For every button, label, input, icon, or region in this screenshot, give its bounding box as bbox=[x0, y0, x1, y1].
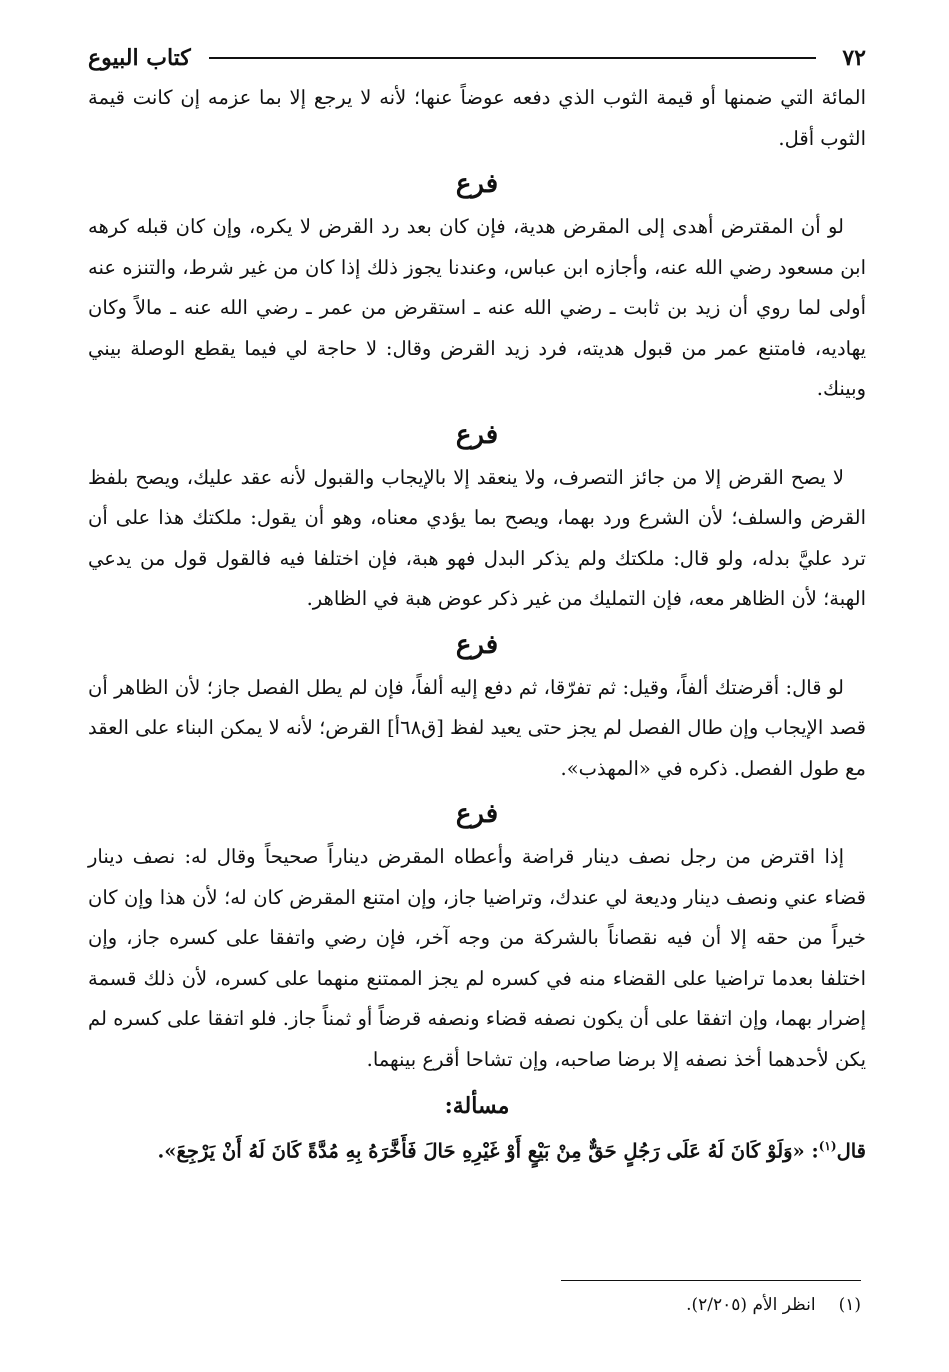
footnote-reference: (١) bbox=[818, 1139, 837, 1153]
section-heading: فرع bbox=[455, 419, 499, 450]
section-heading: فرع bbox=[455, 629, 499, 660]
masala-heading: مسألة: bbox=[444, 1093, 510, 1119]
page-number: ٧٢ bbox=[842, 45, 866, 71]
document-page bbox=[88, 38, 866, 1172]
section-heading: فرع bbox=[455, 799, 499, 829]
footnote-number: (١) bbox=[838, 1295, 861, 1315]
section-1 bbox=[88, 163, 866, 410]
masala-quote bbox=[88, 1126, 866, 1172]
page-header bbox=[88, 38, 866, 78]
footnote-text: انظر الأم (٢/٢٠٥). bbox=[686, 1295, 816, 1315]
section-paragraph: إذا اقترض من رجل نصف دينار قراضة وأعطاه المقرض ديناراً صحيحاً وقال له: نصف دينار قضاء عني ونصف دينار وديعة لي عندك، وتراضيا جاز، وإن امتنع المقرض كان له؛ لأن هذا وإن كان خيراً من حقه إلا أن فيه نقصاناً بالشركة من وجه آخر، فإن رضي واتفقا على كسره جاز، وإن اختلفا بعدما تراضيا على القضاء منه في كسره لم يجز الممتنع منهما على كسره، لأن ذلك قسمة إضرار بهما، وإن اتفقا على أن يكون نصفه قضاء ونصفه قرضاً أو ثمناً جاز. فلو اتفقا على كسره لم يكن لأحدهما أخذ نصفه إلا برضا صاحبه، وإن تشاحا أقرع بينهما. bbox=[88, 845, 866, 1071]
footnote-rule bbox=[561, 1280, 861, 1281]
header-rule bbox=[209, 57, 817, 59]
section-heading: فرع bbox=[455, 169, 499, 199]
section-3 bbox=[88, 624, 866, 790]
qal-word: قال bbox=[836, 1139, 866, 1163]
book-title: كتاب البيوع bbox=[88, 45, 191, 71]
section-paragraph: لا يصح القرض إلا من جائز التصرف، ولا ينعقد إلا بالإيجاب والقبول لأنه عقد عليك، ويصح بلفظ القرض والسلف؛ لأن الشرع ورد بهما، ويصح بما يؤدي معناه، وهو أن يقول: ملكتك هذا على أن ترد عليَّ بدله، ولو قال: ملكتك ولم يذكر البدل فهو هبة، فإن اختلفا فيه فالقول قول من يدعي الهبة؛ لأن الظاهر معه، فإن التمليك من غير ذكر عوض هبة في الظاهر. bbox=[88, 465, 866, 610]
quote-text: : «وَلَوْ كَانَ لَهُ عَلَى رَجُلٍ حَقٌّ مِنْ بَيْعٍ أَوْ غَيْرِهِ حَالَ فَأَخَّرَهُ بِهِ مُدَّةً كَانَ لَهُ أَنْ يَرْجِعَ». bbox=[157, 1139, 819, 1163]
intro-paragraph: المائة التي ضمنها أو قيمة الثوب الذي دفعه عوضاً عنها؛ لأنه لا يرجع إلا بما عزمه إن كانت قيمة الثوب أقل. bbox=[88, 86, 866, 150]
section-2 bbox=[88, 414, 866, 620]
masala-section bbox=[88, 1086, 866, 1172]
section-paragraph: لو قال: أقرضتك ألفاً، وقيل: ثم تفرّقا، ثم دفع إليه ألفاً، فإن لم يطل الفصل جاز؛ لأن الظاهر أن قصد الإيجاب وإن طال الفصل لم يجز حتى يعيد لفظ [ق٦٨أ] القرض؛ لأنه لا يمكن البناء على العقد مع طول الفصل. ذكره في «المهذب». bbox=[88, 675, 866, 780]
section-paragraph: لو أن المقترض أهدى إلى المقرض هدية، فإن كان بعد رد القرض لا يكره، وإن كان قبله كرهه ابن مسعود رضي الله عنه، وأجازه ابن عباس، وعندنا يجوز ذلك إذا كان من غير شرط، والتنزه عنه أولى لما روي أن زيد بن ثابت ـ رضي الله عنه ـ استقرض من عمر ـ رضي الله عنه ـ مالاً وكان يهاديه، فامتنع عمر من قبول هديته، فرد زيد القرض وقال: لا حاجة لي فيما يقطع الوصلة بيني وبينك. bbox=[88, 215, 866, 400]
section-4 bbox=[88, 793, 866, 1080]
footnote bbox=[83, 1288, 861, 1322]
